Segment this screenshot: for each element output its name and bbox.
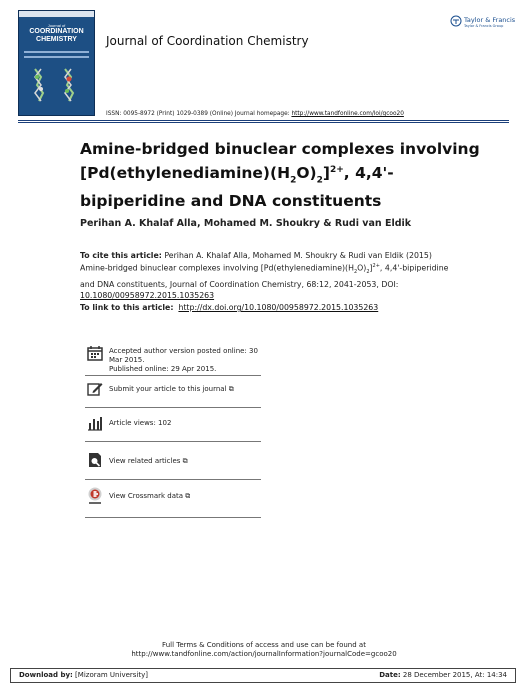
- bar-chart-icon: [87, 415, 103, 431]
- publication-dates: [85, 345, 261, 377]
- document-search-icon: [87, 452, 103, 468]
- cover-title: Journal of COORDINATION CHEMISTRY: [29, 23, 84, 43]
- terms-text: Full Terms & Conditions of access and use can be found at: [162, 641, 366, 649]
- download-footer: [10, 668, 516, 683]
- article-link-line: [80, 303, 378, 312]
- info-divider: [85, 441, 261, 442]
- terms-link[interactable]: http://www.tandfonline.com/action/journalInformation?journalCode=gcoo20: [131, 650, 397, 658]
- info-divider: [85, 479, 261, 480]
- external-link-icon: ⧉: [182, 457, 188, 465]
- publisher-logo-subtext: Taylor & Francis Group: [464, 24, 504, 28]
- article-doi-link[interactable]: http://dx.doi.org/10.1080/00958972.2015.1035263: [178, 303, 379, 312]
- info-divider: [85, 407, 261, 408]
- published-date: Published online: 29 Apr 2015.: [109, 365, 217, 373]
- edit-icon: [87, 381, 103, 397]
- info-divider: [85, 375, 261, 376]
- molecule-illustration-icon: [27, 65, 87, 107]
- header-divider-secondary: [18, 122, 509, 123]
- article-views: Article views: 102: [109, 419, 172, 427]
- citation-doi-link[interactable]: 10.1080/00958972.2015.1035263: [80, 291, 215, 301]
- issn-line: ISSN: 0095-8972 (Print) 1029-0389 (Online) Journal homepage: http://www.tandfonline.com/loi/gcoo20: [106, 111, 404, 117]
- submit-article-row[interactable]: [85, 381, 261, 399]
- crossmark-link[interactable]: View Crossmark data: [109, 492, 184, 500]
- related-articles-row[interactable]: [85, 452, 261, 470]
- accepted-date: Accepted author version posted online: 30 Mar 2015.: [109, 347, 258, 364]
- crossmark-row[interactable]: [85, 487, 261, 509]
- citation-label: To cite this article:: [80, 251, 162, 260]
- link-label: To link to this article:: [80, 303, 174, 312]
- related-articles-link[interactable]: View related articles: [109, 457, 181, 465]
- article-title: Amine-bridged binuclear complexes involving $[Pd(ethylenediamine)(H_2O)_2]^{2+}$, 4,4'-bipiperidine and DNA constituents: [80, 140, 480, 211]
- publisher-logo-icon: [450, 15, 462, 27]
- calendar-icon: [87, 345, 103, 361]
- submit-article-link[interactable]: Submit your article to this journal: [109, 385, 227, 393]
- citation-block: To cite this article: Perihan A. Khalaf Alla, Mohamed M. Shoukry & Rudi van Eldik (2015) Amine-bridged binuclear complexes involving $[Pd(ethylenediamine)(H_2O)_2]^{2+}$, 4,4'-bipiperidine and DNA constituents, Journal of Coordination Chemistry, 68:12, 2041-2053, DOI: 10.1080/00958972.2015.1035263: [80, 251, 449, 301]
- publisher-logo-text: Taylor & Francis: [464, 16, 516, 24]
- article-views-row: [85, 415, 261, 433]
- article-authors: Perihan A. Khalaf Alla, Mohamed M. Shoukry & Rudi van Eldik: [80, 218, 412, 229]
- info-divider: [85, 517, 261, 518]
- download-info: Download by: [Mizoram University]: [19, 671, 148, 679]
- journal-homepage-link[interactable]: http://www.tandfonline.com/loi/gcoo20: [291, 111, 404, 117]
- external-link-icon: ⧉: [228, 385, 234, 393]
- publisher-logo[interactable]: [448, 14, 514, 36]
- external-link-icon: ⧉: [185, 492, 191, 500]
- header-divider: [18, 120, 509, 121]
- journal-name: Journal of Coordination Chemistry: [106, 34, 309, 48]
- journal-cover: [18, 10, 95, 116]
- download-date: Date: 28 December 2015, At: 14:34: [379, 671, 507, 679]
- crossmark-icon: [87, 487, 103, 505]
